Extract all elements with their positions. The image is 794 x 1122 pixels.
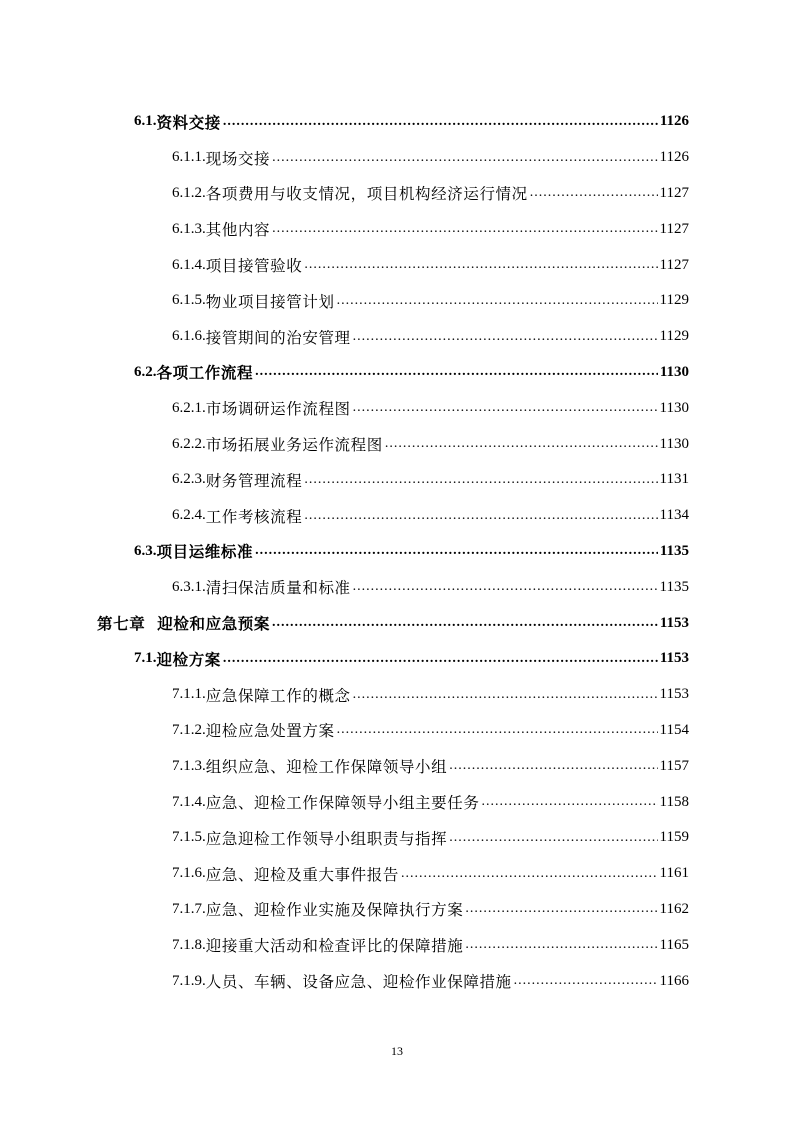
toc-entry-6-2-1[interactable] (0, 390, 689, 426)
toc-entry-page: 1135 (659, 578, 689, 595)
toc-entry-number: 7.1.3. (172, 757, 206, 774)
toc-entry-page: 1127 (659, 220, 689, 237)
toc-leader-dots (399, 867, 658, 881)
toc-leader-dots (253, 365, 658, 379)
toc-entry-page: 1127 (659, 184, 689, 201)
toc-entry-number: 7.1.8. (172, 936, 206, 953)
toc-entry-page: 1127 (659, 256, 689, 273)
toc-entry-page: 1153 (659, 650, 689, 667)
toc-entry-chapter-7[interactable] (0, 605, 689, 641)
toc-entry-7-1-4[interactable] (0, 784, 689, 820)
toc-entry-title: 迎接重大活动和检查评比的保障措施 (205, 937, 464, 956)
toc-entry-number: 6.1.6. (172, 328, 206, 345)
toc-entry-number: 6.2.4. (172, 507, 206, 524)
toc-entry-title: 迎检应急处置方案 (205, 722, 335, 741)
toc-entry-6-1-4[interactable] (0, 247, 689, 283)
toc-entry-number: 7.1.1. (172, 686, 206, 703)
toc-entry-page: 1131 (659, 471, 689, 488)
toc-entry-page: 1135 (659, 542, 689, 559)
toc-leader-dots (253, 544, 658, 558)
toc-leader-dots (335, 723, 658, 737)
toc-entry-6-3-1[interactable] (0, 569, 689, 605)
toc-entry-6-2-2[interactable] (0, 426, 689, 462)
toc-leader-dots (302, 509, 657, 523)
toc-entry-page: 1130 (659, 435, 689, 452)
toc-entry-page: 1153 (659, 686, 689, 703)
toc-entry-title: 接管期间的治安管理 (205, 328, 351, 347)
toc-leader-dots (351, 401, 658, 415)
toc-leader-dots (302, 258, 657, 272)
toc-entry-title: 迎检方案 (156, 649, 221, 669)
toc-entry-number: 6.1. (134, 113, 157, 130)
toc-entry-number: 6.2. (134, 363, 157, 380)
toc-entry-page: 1166 (659, 972, 689, 989)
toc-entry-number: 7.1.2. (172, 721, 206, 738)
toc-leader-dots (463, 902, 657, 916)
toc-entry-7-1-5[interactable] (0, 820, 689, 856)
toc-entry-7-1-6[interactable] (0, 856, 689, 892)
toc-entry-title: 应急迎检工作领导小组职责与指挥 (205, 829, 448, 848)
toc-entry-title: 现场交接 (205, 149, 271, 168)
toc-leader-dots (351, 580, 658, 594)
toc-entry-number: 6.1.5. (172, 292, 206, 309)
toc-entry-6-1-5[interactable] (0, 283, 689, 319)
toc-leader-dots (221, 652, 658, 666)
toc-entry-page: 1126 (659, 149, 689, 166)
table-of-contents (0, 104, 794, 999)
toc-leader-dots (512, 974, 658, 988)
toc-leader-dots (335, 294, 658, 308)
toc-entry-number: 7.1. (134, 650, 157, 667)
toc-entry-page: 1165 (659, 936, 689, 953)
toc-entry-number: 6.1.3. (172, 220, 206, 237)
toc-entry-title: 资料交接 (156, 112, 221, 132)
toc-entry-number: 6.1.1. (172, 149, 206, 166)
toc-entry-page: 1129 (659, 292, 689, 309)
toc-entry-title: 各项工作流程 (156, 363, 254, 383)
toc-entry-page: 1129 (659, 328, 689, 345)
toc-leader-dots (463, 938, 657, 952)
toc-entry-page: 1154 (659, 721, 689, 738)
toc-entry-page: 1161 (659, 865, 689, 882)
toc-leader-dots (479, 795, 657, 809)
toc-entry-number: 6.3. (134, 542, 157, 559)
toc-entry-page: 1158 (659, 793, 689, 810)
toc-entry-7-1-9[interactable] (0, 963, 689, 999)
toc-entry-6-2-4[interactable] (0, 498, 689, 534)
toc-entry-title: 应急、迎检工作保障领导小组主要任务 (205, 794, 480, 813)
toc-entry-page: 1157 (659, 757, 689, 774)
toc-entry-6-2[interactable] (0, 355, 689, 391)
toc-leader-dots (447, 831, 657, 845)
toc-entry-title: 工作考核流程 (205, 507, 303, 526)
toc-entry-number: 6.1.2. (172, 184, 206, 201)
toc-entry-number: 7.1.5. (172, 829, 206, 846)
toc-leader-dots (351, 688, 658, 702)
toc-leader-dots (383, 437, 658, 451)
toc-leader-dots (270, 151, 657, 165)
toc-entry-6-1-6[interactable] (0, 319, 689, 355)
toc-entry-number: 6.1.4. (172, 256, 206, 273)
toc-entry-number: 6.2.1. (172, 399, 206, 416)
toc-entry-title: 第七章 迎检和应急预案 (97, 614, 270, 634)
toc-entry-number: 6.3.1. (172, 578, 206, 595)
toc-entry-7-1-2[interactable] (0, 713, 689, 749)
toc-entry-title: 应急、迎检作业实施及保障执行方案 (205, 901, 464, 920)
toc-leader-dots (270, 616, 658, 630)
toc-entry-7-1-8[interactable] (0, 927, 689, 963)
toc-entry-page: 1159 (659, 829, 689, 846)
toc-entry-title: 各项费用与收支情况，项目机构经济运行情况 (205, 185, 528, 204)
toc-leader-dots (302, 473, 657, 487)
page-number: 13 (391, 1044, 403, 1058)
toc-leader-dots (270, 222, 657, 236)
toc-entry-title: 市场调研运作流程图 (205, 400, 351, 419)
toc-leader-dots (447, 759, 657, 773)
toc-entry-6-1[interactable] (0, 104, 689, 140)
toc-entry-6-1-2[interactable] (0, 176, 689, 212)
toc-entry-number: 7.1.9. (172, 972, 206, 989)
toc-entry-title: 组织应急、迎检工作保障领导小组 (205, 758, 448, 777)
toc-entry-title: 应急保障工作的概念 (205, 686, 351, 705)
toc-entry-page: 1126 (659, 113, 689, 130)
toc-entry-title: 人员、车辆、设备应急、迎检作业保障措施 (205, 973, 512, 992)
toc-entry-number: 7.1.4. (172, 793, 206, 810)
toc-entry-page: 1130 (659, 399, 689, 416)
toc-entry-6-1-1[interactable] (0, 140, 689, 176)
toc-entry-number: 6.2.2. (172, 435, 206, 452)
toc-entry-7-1-3[interactable] (0, 748, 689, 784)
toc-entry-6-1-3[interactable] (0, 211, 689, 247)
toc-leader-dots (528, 186, 658, 200)
toc-entry-title: 项目运维标准 (156, 542, 254, 562)
toc-entry-7-1[interactable] (0, 641, 689, 677)
toc-entry-page: 1134 (659, 507, 689, 524)
toc-entry-number: 7.1.7. (172, 900, 206, 917)
toc-entry-title: 清扫保洁质量和标准 (205, 579, 351, 598)
toc-entry-6-2-3[interactable] (0, 462, 689, 498)
toc-entry-title: 财务管理流程 (205, 471, 303, 490)
toc-entry-7-1-1[interactable] (0, 677, 689, 713)
toc-entry-number: 6.2.3. (172, 471, 206, 488)
toc-entry-title: 应急、迎检及重大事件报告 (205, 865, 399, 884)
toc-entry-page: 1162 (659, 900, 689, 917)
toc-entry-number: 7.1.6. (172, 865, 206, 882)
toc-entry-title: 其他内容 (205, 221, 271, 240)
toc-entry-6-3[interactable] (0, 534, 689, 570)
toc-entry-title: 项目接管验收 (205, 257, 303, 276)
toc-entry-title: 物业项目接管计划 (205, 292, 335, 311)
toc-leader-dots (351, 330, 658, 344)
toc-entry-page: 1153 (659, 614, 689, 631)
toc-leader-dots (221, 115, 658, 129)
toc-entry-title: 市场拓展业务运作流程图 (205, 436, 383, 455)
toc-entry-page: 1130 (659, 363, 689, 380)
toc-entry-7-1-7[interactable] (0, 892, 689, 928)
